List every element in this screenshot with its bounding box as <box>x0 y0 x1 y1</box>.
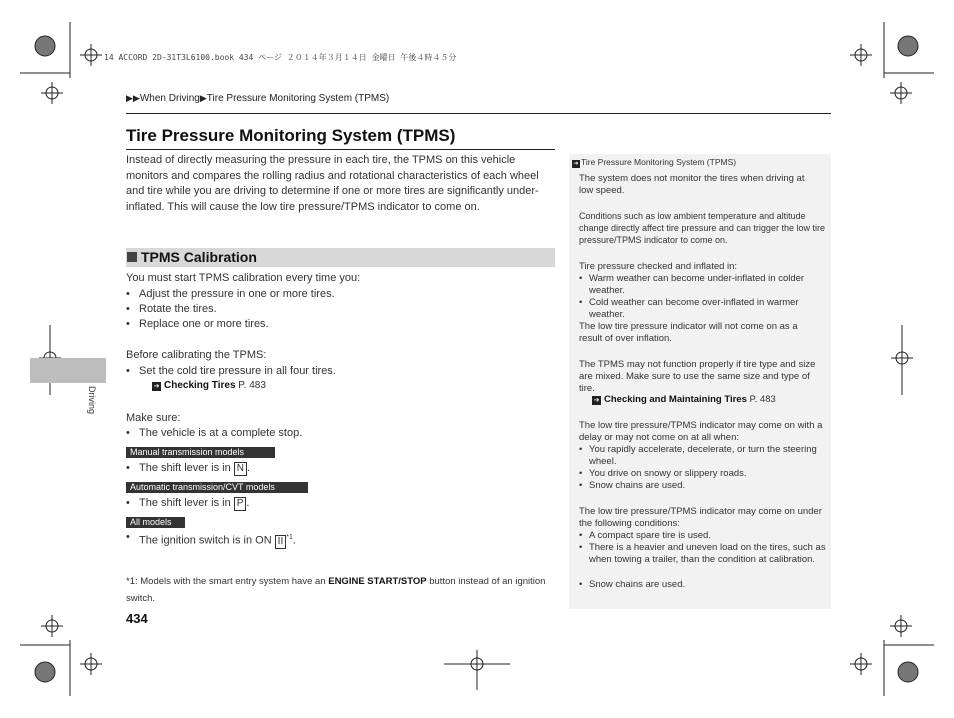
footnote-marker: *1 <box>286 534 293 541</box>
intro-paragraph: Instead of directly measuring the pressure in each tire, the TPMS on this vehicle monitors and compares the rolling radius and rotational characteristics of each wheel and tire while you are driving to determine if one or more tires are significantly under-inflated. This will cause the low tire pressure/TPMS indicator to come on. <box>126 154 539 213</box>
list-item: • Cold weather can become over-inflated in warmer weather. <box>579 297 829 321</box>
list-item: • The vehicle is at a complete stop. <box>139 426 302 441</box>
breadcrumb-arrow-icon: ▶ <box>199 93 207 103</box>
section-side-tab <box>30 358 106 383</box>
title-rule <box>126 149 555 150</box>
sidebar-paragraph: The low tire pressure/TPMS indicator may come on under the following conditions: <box>579 506 822 529</box>
arrow-ref-icon: ➔ <box>573 161 579 167</box>
arrow-ref-icon: ➔ <box>153 383 160 390</box>
model-tag-automatic: Automatic transmission/CVT models <box>126 482 308 493</box>
sidebar-paragraph: The low tire pressure/TPMS indicator may come on with a delay or may not come on at all when: <box>579 420 823 443</box>
list-item: • Snow chains are used. <box>579 579 829 591</box>
sidebar-paragraph: The low tire pressure indicator will not come on as a result of over inflation. <box>579 321 798 344</box>
sidebar-paragraph: Conditions such as low ambient temperature and altitude change directly affect tire pressure and can trigger the low tire pressure/TPMS indicator to come on. <box>579 211 825 245</box>
breadcrumb-arrow-icon: ▶▶ <box>126 93 140 103</box>
list-item: • You drive on snowy or slippery roads. <box>579 468 829 480</box>
page-number: 434 <box>126 611 148 626</box>
gear-p-key: P <box>234 497 247 511</box>
sidebar-paragraph: Tire pressure checked and inflated in: <box>579 261 738 272</box>
header-rule <box>126 113 831 114</box>
list-item: • The shift lever is in P . <box>139 496 249 511</box>
list-item: • Set the cold tire pressure in all four tires. <box>139 364 336 379</box>
list-item: • Warm weather can become under-inflated in colder weather. <box>579 273 821 297</box>
page-title: Tire Pressure Monitoring System (TPMS) <box>126 126 456 145</box>
breadcrumb-part-2: Tire Pressure Monitoring System (TPMS) <box>206 93 390 104</box>
ignition-ii-key: II <box>275 535 287 549</box>
model-tag-manual: Manual transmission models <box>126 447 275 458</box>
section-title: TPMS Calibration <box>141 249 257 265</box>
sidebar-paragraph: The TPMS may not function properly if tire type and size are mixed. Make sure to use the same size and type of tire. <box>579 359 816 394</box>
checking-tires-link[interactable]: ➔ Checking Tires P. 483 <box>153 380 266 391</box>
list-item: • Replace one or more tires. <box>139 317 269 332</box>
footnote: *1: Models with the smart entry system have an ENGINE START/STOP button instead of an ignition switch. <box>126 576 546 604</box>
list-item: • There is a heavier and uneven load on the tires, such as when towing a trailer, than the condition at calibration. <box>579 542 829 566</box>
section-header <box>126 248 555 267</box>
checking-maintaining-tires-link[interactable]: ➔ Checking and Maintaining Tires P. 483 <box>593 394 776 405</box>
section-square-icon <box>127 252 137 262</box>
list-item: • Snow chains are used. <box>579 480 829 492</box>
list-item: • The ignition switch is in ON II $^{*1}$. <box>139 530 296 549</box>
model-tag-all: All models <box>126 517 185 528</box>
calibration-lead: You must start TPMS calibration every time you: <box>126 272 361 284</box>
sidebar-notes <box>569 154 831 609</box>
side-label: Driving <box>87 386 97 415</box>
print-header: 14 ACCORD 2D-31T3L6100.book 434 ページ ２０１４年３月１４日 金曜日 午後４時４５分 <box>104 53 457 62</box>
breadcrumb-part-1: When Driving <box>139 93 200 104</box>
list-item: • Adjust the pressure in one or more tires. <box>139 287 335 302</box>
arrow-ref-icon: ➔ <box>593 397 600 404</box>
sidebar-heading: ➔ Tire Pressure Monitoring System (TPMS) <box>573 157 737 167</box>
sidebar-paragraph: The system does not monitor the tires when driving at low speed. <box>579 173 805 196</box>
before-label: Before calibrating the TPMS: <box>126 349 267 361</box>
make-sure-label: Make sure: <box>126 412 181 424</box>
list-item: • Rotate the tires. <box>139 302 217 317</box>
gear-n-key: N <box>234 462 247 476</box>
list-item: • You rapidly accelerate, decelerate, or turn the steering wheel. <box>579 444 819 468</box>
list-item: • A compact spare tire is used. <box>579 530 829 542</box>
breadcrumb <box>126 93 389 104</box>
list-item: • The shift lever is in N . <box>139 461 250 476</box>
